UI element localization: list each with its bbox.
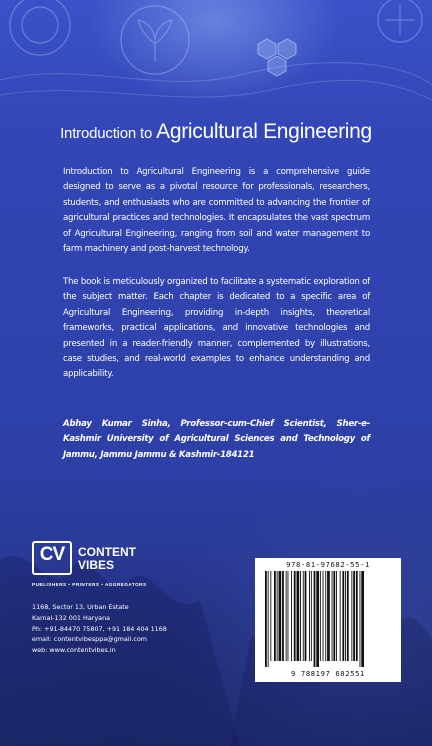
barcode-bar (268, 571, 269, 667)
barcode-bar (303, 571, 304, 661)
barcode-bar (353, 571, 355, 661)
publisher-name-line1: CONTENT (78, 545, 136, 559)
publisher-tagline: PUBLISHERS • PRINTERS • AGGREGATORS (32, 582, 147, 587)
barcode-bar (314, 571, 316, 667)
barcode-bar (347, 571, 349, 661)
barcode-bar (279, 571, 282, 661)
barcode-bar (288, 571, 289, 661)
author-bio: Abhay Kumar Sinha, Professor-cum-Chief Scientist, Sher-e-Kashmir University of Agricultural Sciences and Technology of Jammu, Jammu Jammu & Kashmir-184121 (63, 419, 370, 460)
barcode-bar (327, 571, 330, 661)
barcode-bar (325, 571, 326, 661)
barcode-bar (345, 571, 346, 661)
barcode-bar (294, 571, 296, 661)
barcode-bar (291, 571, 292, 661)
barcode-bar (336, 571, 337, 661)
barcode-bar (277, 571, 278, 661)
email-line: email: contentvibesppa@gmail.com (32, 635, 148, 644)
barcode-bar (323, 571, 324, 661)
barcode-bar (311, 571, 312, 661)
barcode-bar (333, 571, 335, 661)
barcode-bar (309, 571, 310, 661)
address-line-1: 1168, Sector 13, Urban Estate (32, 603, 129, 611)
barcode-bar (282, 571, 284, 661)
barcode-bars (263, 571, 393, 667)
barcode-bar (361, 571, 364, 667)
barcode-bar (316, 571, 319, 667)
publisher-address (32, 602, 167, 656)
barcode-bar (300, 571, 301, 661)
phone-line: Ph: +91-84470 75807, +91 184 404 1168 (32, 624, 167, 633)
title-prefix: Introduction to (60, 125, 157, 142)
barcode-bar (265, 571, 267, 667)
title-main: Agricultural Engineering (156, 120, 372, 143)
barcode-bar (305, 571, 307, 661)
description-paragraph-2: The book is meticulously organized to facilitate a systematic exploration of the subject matter. Each chapter is dedicated to a specific area of Agricultural Engineering, providing in-depth insights, theoretical frameworks, practical applications, and innovative technologies and presented in a reader-friendly manner, complemented by illustrations, case studies, and real-world examples to enhance understanding and applicability. (63, 277, 370, 380)
book-title (0, 120, 432, 144)
barcode-bar (332, 571, 333, 661)
description-paragraph-1: Introduction to Agricultural Engineering is a comprehensive guide designed to serve as a pivotal resource for professionals, researchers, students, and enthusiasts who are committed to advancing the frontier of agricultural practices and technologies. It encapsulates the vast spectrum of Agricultural Engineering, ranging from soil and water management to farm machinery and post-harvest technology. (63, 167, 370, 255)
barcode-bar (342, 571, 344, 661)
barcode-bar (297, 571, 300, 661)
barcode-bar (340, 571, 341, 661)
barcode-bar (351, 571, 352, 661)
web-line: web: www.contentvibes.in (32, 646, 116, 655)
publisher-name-line2: VIBES (78, 558, 115, 572)
gear-icon (10, 0, 70, 55)
barcode-bar (360, 571, 361, 667)
hexagon-cluster-icon (258, 39, 296, 76)
barcode-bar (286, 571, 287, 661)
isbn-text: 978-81-97682-55-1 (286, 560, 370, 569)
barcode-bar (274, 571, 276, 661)
barcode-digits: 9 788197 682551 (291, 669, 365, 678)
barcode-bar (356, 571, 358, 661)
logo-mark: CV (39, 544, 65, 565)
barcode-bar (320, 571, 321, 661)
isbn-barcode (255, 558, 401, 682)
barcode-bar (270, 571, 271, 661)
address-line-2: Karnal-132 001 Haryana (32, 613, 111, 622)
